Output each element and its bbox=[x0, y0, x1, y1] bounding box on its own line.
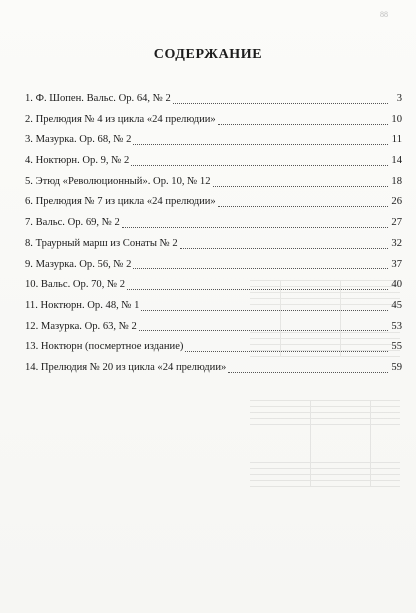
toc-entry-page: 32 bbox=[391, 237, 402, 249]
corner-mark: 88 bbox=[380, 10, 388, 19]
toc-entry-text: Прелюдия № 4 из цикла «24 прелюдии» bbox=[35, 113, 216, 125]
toc-entry-title bbox=[25, 275, 125, 296]
toc-entry-page: 59 bbox=[391, 361, 402, 373]
toc-entry-number: 5. bbox=[25, 175, 33, 187]
dot-leader bbox=[133, 144, 388, 145]
dot-leader bbox=[133, 268, 388, 269]
toc-entry bbox=[25, 317, 402, 338]
dot-leader bbox=[131, 165, 388, 166]
toc-entry-text: Прелюдия № 20 из цикла «24 прелюдии» bbox=[40, 361, 227, 373]
toc-entry-text: Ноктюрн. Ор. 9, № 2 bbox=[35, 155, 130, 167]
toc-entry-number: 10. bbox=[25, 279, 39, 291]
toc-entry-text: Этюд «Революционный». Ор. 10, № 12 bbox=[35, 175, 211, 187]
dot-leader bbox=[122, 227, 388, 228]
toc-entry-title bbox=[25, 234, 178, 255]
toc-entry-number: 13. bbox=[25, 341, 39, 353]
dot-leader bbox=[218, 206, 388, 207]
toc-entry bbox=[25, 296, 402, 317]
toc-entry-number: 3. bbox=[25, 134, 33, 146]
toc-entry bbox=[25, 275, 402, 296]
toc-entry-text: Вальс. Ор. 69, № 2 bbox=[35, 217, 120, 229]
toc-entry-title bbox=[25, 337, 183, 358]
dot-leader bbox=[185, 351, 388, 352]
toc-entry bbox=[25, 234, 402, 255]
toc-entry-title bbox=[25, 317, 137, 338]
toc-entry-number: 14. bbox=[25, 361, 39, 373]
toc-entry-text: Вальс. Ор. 70, № 2 bbox=[40, 279, 126, 291]
toc-entry-title bbox=[25, 296, 139, 317]
toc-entry-number: 2. bbox=[25, 113, 33, 125]
toc-entry-page: 11 bbox=[391, 134, 402, 146]
toc-entry-text: Ноктюрн. Ор. 48, № 1 bbox=[40, 299, 140, 311]
dot-leader bbox=[228, 372, 388, 373]
toc-entry-page: 55 bbox=[391, 341, 402, 353]
toc-entry bbox=[25, 110, 402, 131]
dot-leader bbox=[141, 310, 388, 311]
toc-entry-title bbox=[25, 255, 131, 276]
toc-entry-page: 53 bbox=[391, 320, 402, 332]
toc-entry-title bbox=[25, 172, 211, 193]
toc-entry-text: Мазурка. Ор. 56, № 2 bbox=[35, 258, 132, 270]
toc-entry-page: 26 bbox=[391, 196, 402, 208]
toc-entry bbox=[25, 213, 402, 234]
toc-entry-title bbox=[25, 110, 216, 131]
toc-entry-title bbox=[25, 89, 171, 110]
toc-entry-text: Ф. Шопен. Вальс. Ор. 64, № 2 bbox=[35, 93, 171, 104]
toc-entry-title bbox=[25, 213, 120, 234]
toc-entry-title bbox=[25, 130, 131, 151]
dot-leader bbox=[180, 248, 388, 249]
dot-leader bbox=[139, 330, 388, 331]
toc-entry-title bbox=[25, 151, 129, 172]
toc-entry bbox=[25, 151, 402, 172]
toc-entry-number: 4. bbox=[25, 155, 33, 167]
toc-entry-number: 8. bbox=[25, 237, 33, 249]
toc-entry-text: Траурный марш из Сонаты № 2 bbox=[35, 237, 178, 249]
toc-entry bbox=[25, 255, 402, 276]
dot-leader bbox=[213, 186, 388, 187]
toc-entry-number: 11. bbox=[25, 299, 38, 311]
toc-entry-page: 18 bbox=[391, 175, 402, 187]
toc-entry-page: 3 bbox=[396, 93, 402, 104]
toc-entry bbox=[25, 172, 402, 193]
toc-entry-number: 7. bbox=[25, 217, 33, 229]
toc-entry-page: 37 bbox=[391, 258, 402, 270]
dot-leader bbox=[127, 289, 388, 290]
toc-entry-title bbox=[25, 358, 226, 379]
toc-entry-number: 9. bbox=[25, 258, 33, 270]
dot-leader bbox=[173, 103, 388, 104]
dot-leader bbox=[218, 124, 388, 125]
toc-entry-page: 27 bbox=[391, 217, 402, 229]
toc-entry-page: 40 bbox=[391, 279, 402, 291]
toc-entry bbox=[25, 192, 402, 213]
toc-entry bbox=[25, 130, 402, 151]
toc-entry-number: 6. bbox=[25, 196, 33, 208]
toc-entry-number: 12. bbox=[25, 320, 39, 332]
toc-entry-text: Прелюдия № 7 из цикла «24 прелюдии» bbox=[35, 196, 216, 208]
toc-entry bbox=[25, 358, 402, 379]
toc-entry bbox=[25, 337, 402, 358]
toc-entry bbox=[25, 89, 402, 110]
toc-entry-text: Мазурка. Ор. 63, № 2 bbox=[40, 320, 137, 332]
toc-entry-number: 1. bbox=[25, 93, 33, 104]
toc-entry-page: 14 bbox=[391, 155, 402, 167]
toc-entry-text: Мазурка. Ор. 68, № 2 bbox=[35, 134, 132, 146]
toc-entry-title bbox=[25, 192, 216, 213]
toc-entry-text: Ноктюрн (посмертное издание) bbox=[40, 341, 184, 353]
page-title: СОДЕРЖАНИЕ bbox=[153, 47, 263, 62]
toc-entry-page: 10 bbox=[391, 113, 402, 125]
table-of-contents bbox=[25, 89, 402, 379]
toc-entry-page: 45 bbox=[391, 299, 402, 311]
